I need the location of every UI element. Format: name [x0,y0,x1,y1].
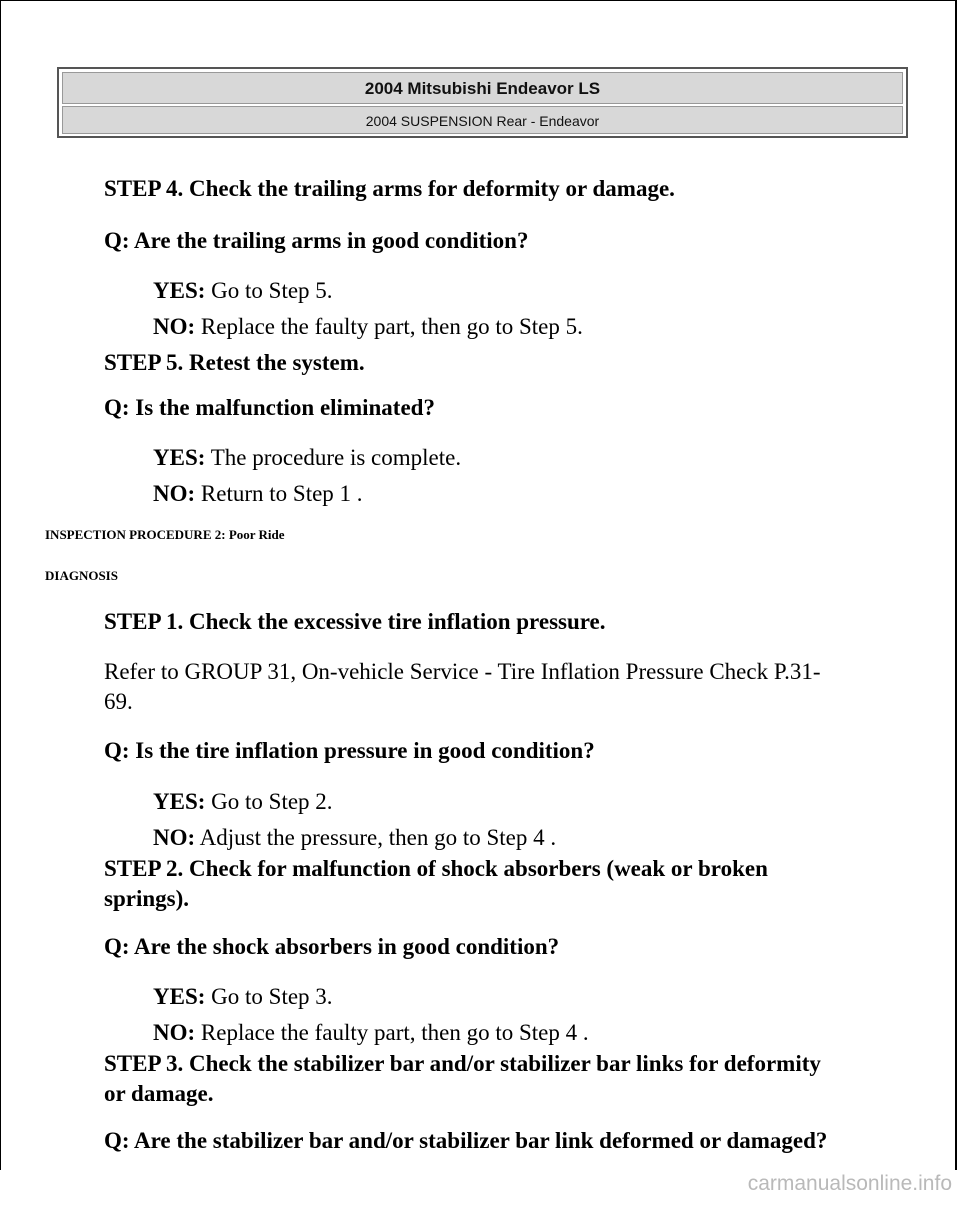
document-header [57,67,908,138]
answer-line [153,481,363,507]
answer-line [153,445,461,471]
answer-text: The procedure is complete. [205,445,462,470]
answer-text: Go to Step 2. [205,789,333,814]
answer-text: Go to Step 5. [205,278,333,303]
step-line: STEP 2. Check for malfunction of shock absorbers (weak or broken [104,856,768,881]
answer-text: Go to Step 3. [205,984,333,1009]
answer-label: NO: [153,481,196,506]
answer-text: Replace the faulty part, then go to Step 4 . [195,1020,589,1045]
question-line: Q: Are the trailing arms in good condition? [104,228,529,253]
answer-label: NO: [153,825,196,850]
section-heading: INSPECTION PROCEDURE 2: Poor Ride [45,527,285,542]
step-line: or damage. [104,1081,214,1106]
section-heading: DIAGNOSIS [45,568,118,583]
answer-label: NO: [153,314,196,339]
answer-line [153,278,333,304]
answer-text: Replace the faulty part, then go to Step 5. [195,314,583,339]
question-line: Q: Is the malfunction eliminated? [104,395,435,420]
answer-line [153,789,333,815]
answer-label: YES: [153,984,206,1009]
header-subtitle: 2004 SUSPENSION Rear - Endeavor [62,106,903,134]
step-line: springs). [104,886,189,911]
answer-line [153,825,556,851]
answer-text: Adjust the pressure, then go to Step 4 . [195,825,557,850]
step-line: STEP 3. Check the stabilizer bar and/or stabilizer bar links for deformity [104,1051,821,1076]
answer-line [153,1020,589,1046]
answer-line [153,984,333,1010]
step-line: STEP 5. Retest the system. [104,350,365,375]
body-line: Refer to GROUP 31, On-vehicle Service - Tire Inflation Pressure Check P.31- [104,659,821,684]
header-title: 2004 Mitsubishi Endeavor LS [62,72,903,104]
question-line: Q: Are the shock absorbers in good condition? [104,934,560,959]
answer-label: YES: [153,278,206,303]
answer-text: Return to Step 1 . [195,481,363,506]
answer-label: YES: [153,445,206,470]
body-line: 69. [104,689,133,714]
answer-label: YES: [153,789,206,814]
answer-label: NO: [153,1020,196,1045]
question-line: Q: Are the stabilizer bar and/or stabilizer bar link deformed or damaged? [104,1128,828,1153]
step-line: STEP 4. Check the trailing arms for deformity or damage. [104,176,675,201]
question-line: Q: Is the tire inflation pressure in good condition? [104,738,595,763]
step-line: STEP 1. Check the excessive tire inflation pressure. [104,609,606,634]
watermark: carmanualsonline.info [747,1172,952,1195]
answer-line [153,314,583,340]
